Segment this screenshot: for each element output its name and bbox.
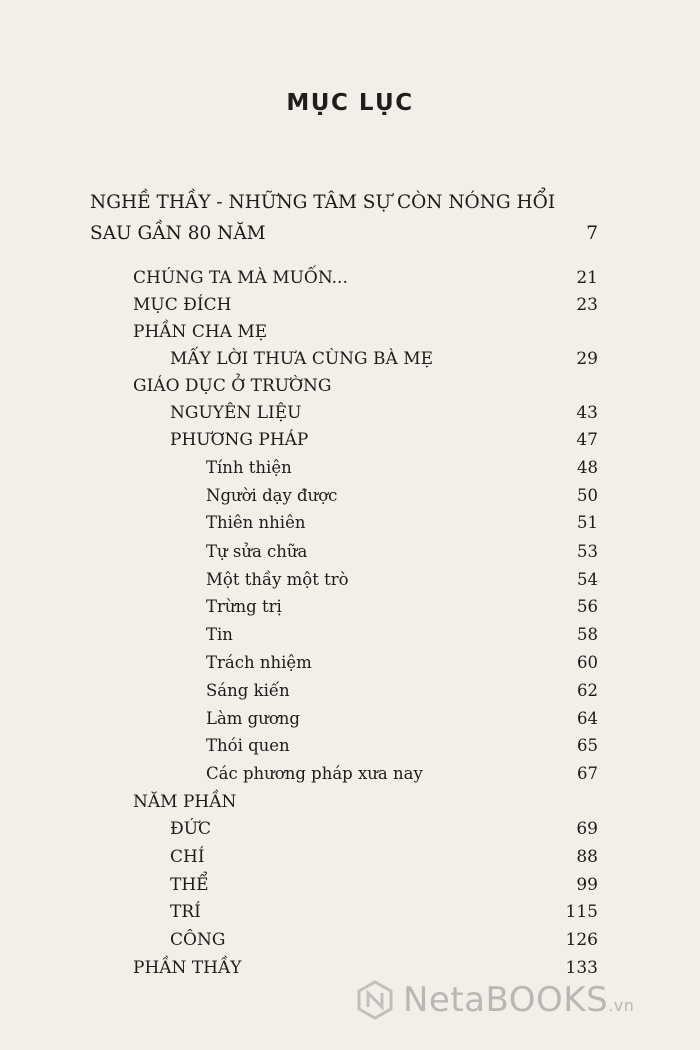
- toc-entry-text: MỤC ĐÍCH: [133, 295, 232, 315]
- toc-entry-text: Thói quen: [206, 736, 290, 755]
- toc-entry-text: ĐỨC: [170, 819, 212, 839]
- toc-page-number: 88: [576, 847, 598, 867]
- toc-entry-text: Trách nhiệm: [206, 653, 312, 672]
- toc-entry-text: SAU GẦN 80 NĂM: [90, 223, 266, 244]
- watermark-logo: [355, 980, 695, 1020]
- toc-page-number: 115: [565, 902, 598, 922]
- toc-entry-text: Tin: [206, 625, 233, 644]
- toc-entry-text: Sáng kiến: [206, 681, 290, 700]
- toc-page-number: 64: [577, 709, 598, 728]
- netabooks-logo-icon: [355, 980, 395, 1020]
- toc-entry-text: MẤY LỜI THƯA CÙNG BÀ MẸ: [170, 349, 434, 369]
- toc-page-number: 126: [565, 930, 598, 950]
- toc-entry-text: Tự sửa chữa: [206, 542, 308, 561]
- toc-page-number: 60: [577, 653, 598, 672]
- toc-entry-text: Một thầy một trò: [206, 570, 349, 589]
- watermark-suffix: .vn: [608, 996, 635, 1015]
- toc-entry-text: TRÍ: [170, 902, 201, 922]
- toc-entry-text: NĂM PHẦN: [133, 792, 237, 812]
- watermark-text: [403, 980, 634, 1020]
- toc-page-number: 69: [576, 819, 598, 839]
- toc-page-number: 50: [577, 486, 598, 505]
- toc-entry-text: Người dạy được: [206, 486, 338, 505]
- watermark-brand: NetaBOOKS: [403, 980, 609, 1020]
- toc-entry-text: GIÁO DỤC Ở TRƯỜNG: [133, 376, 332, 396]
- toc-page-number: 7: [586, 223, 598, 244]
- toc-page-number: 58: [577, 625, 598, 644]
- toc-entry-text: CÔNG: [170, 930, 226, 950]
- page-title: MỤC LỤC: [286, 90, 414, 116]
- toc-page-number: 54: [577, 570, 598, 589]
- toc-entry-text: PHƯƠNG PHÁP: [170, 430, 309, 450]
- toc-page-number: 67: [577, 764, 598, 783]
- toc-entry-text: PHẦN THẦY: [133, 958, 242, 978]
- toc-entry-text: Trừng trị: [206, 597, 282, 616]
- toc-entry-text: THỂ: [170, 875, 209, 895]
- toc-entry-text: Tính thiện: [206, 458, 292, 477]
- toc-entry-text: NGUYÊN LIỆU: [170, 403, 302, 423]
- toc-page-number: 65: [577, 736, 598, 755]
- toc-page-number: 47: [576, 430, 598, 450]
- toc-page-number: 48: [577, 458, 598, 477]
- toc-entry-text: Làm gương: [206, 709, 300, 728]
- toc-entry-text: CHÚNG TA MÀ MUỐN...: [133, 268, 348, 288]
- toc-page-number: 99: [576, 875, 598, 895]
- toc-page-number: 21: [576, 268, 598, 288]
- toc-entry-text: CHÍ: [170, 847, 205, 867]
- toc-entry-text: Thiên nhiên: [206, 513, 306, 532]
- toc-entry-text: NGHỀ THẦY - NHỮNG TÂM SỰ CÒN NÓNG HỔI: [90, 192, 556, 213]
- toc-page-number: 29: [576, 349, 598, 369]
- toc-page-number: 43: [576, 403, 598, 423]
- toc-entry-text: Các phương pháp xưa nay: [206, 764, 423, 783]
- toc-page-number: 23: [576, 295, 598, 315]
- toc-page-number: 133: [565, 958, 598, 978]
- toc-page-number: 53: [577, 542, 598, 561]
- toc-page-number: 56: [577, 597, 598, 616]
- toc-page-number: 62: [577, 681, 598, 700]
- toc-entry-text: PHẦN CHA MẸ: [133, 322, 268, 342]
- toc-page-number: 51: [577, 513, 598, 532]
